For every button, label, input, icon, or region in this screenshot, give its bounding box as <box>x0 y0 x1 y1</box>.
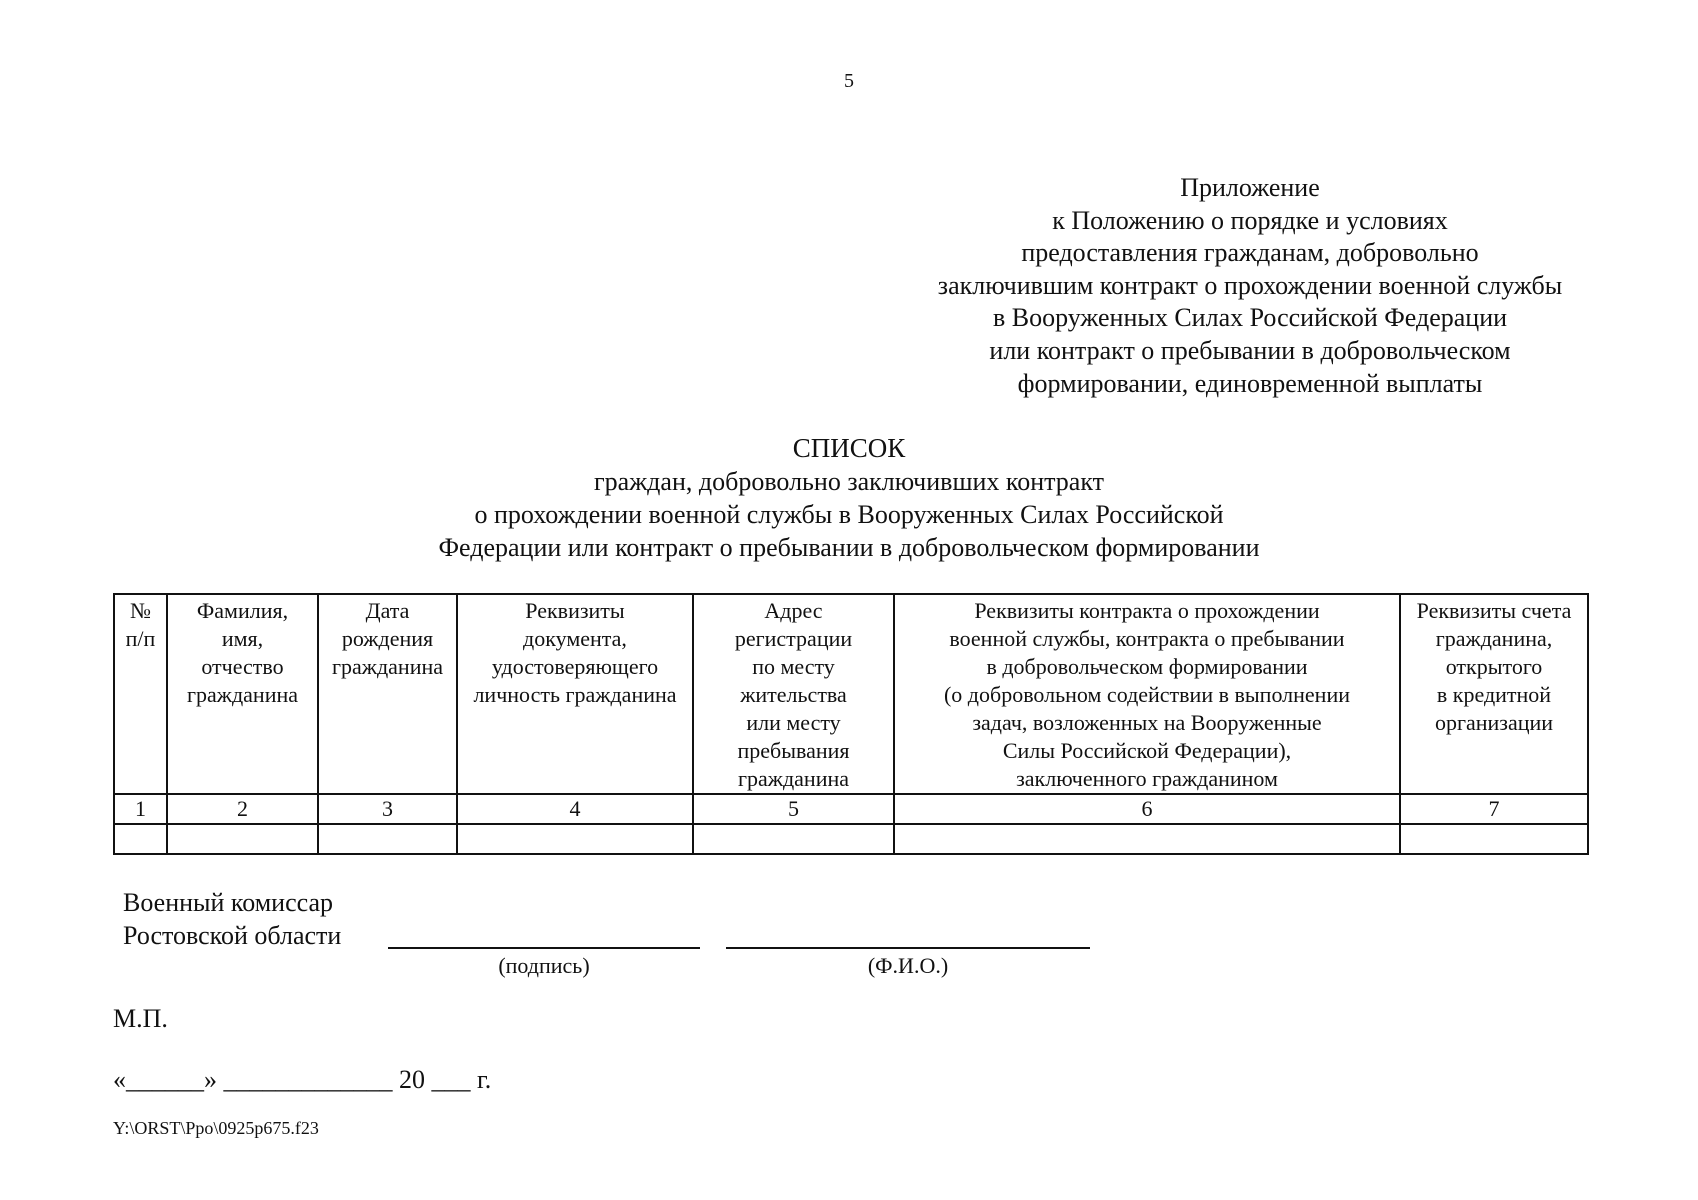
signatory-title-line: Ростовской области <box>123 920 342 950</box>
header-cell-bank-account: Реквизиты счета гражданина, открытого в кредитной организации <box>1400 594 1588 794</box>
header-cell-number: № п/п <box>114 594 167 794</box>
column-number: 2 <box>167 794 318 824</box>
list-subtitle-line: о прохождении военной службы в Вооруженных Силах Российской <box>474 500 1224 529</box>
table-cell <box>457 824 693 854</box>
table-cell <box>167 824 318 854</box>
table-cell <box>894 824 1400 854</box>
table-header-row <box>114 594 1588 794</box>
citizens-table <box>113 593 1589 855</box>
header-cell-birth-date: Дата рождения гражданина <box>318 594 457 794</box>
appendix-line: формировании, единовременной выплаты <box>1017 368 1483 398</box>
appendix-line: к Положению о порядке и условиях <box>1052 205 1448 235</box>
column-number: 3 <box>318 794 457 824</box>
table-row <box>114 824 1588 854</box>
header-cell-address: Адрес регистрации по месту жительства или месту пребывания гражданина <box>693 594 894 794</box>
column-number: 7 <box>1400 794 1588 824</box>
table-cell <box>693 824 894 854</box>
header-cell-contract: Реквизиты контракта о прохождении военной службы, контракта о пребывании в добровольческом формировании (о добровольном содействии в выполнении задач, возложенных на Вооруженные Силы Российской Федерации), заключенного гражданином <box>894 594 1400 794</box>
file-path: Y:\ORST\Ppo\0925p675.f23 <box>113 1118 319 1138</box>
name-caption: (Ф.И.О.) <box>867 953 949 978</box>
signatory-title-line: Военный комиссар <box>123 888 334 917</box>
table-cell <box>114 824 167 854</box>
column-number: 6 <box>894 794 1400 824</box>
name-line <box>726 947 1090 949</box>
appendix-line: заключившим контракт о прохождении военной службы <box>937 270 1563 300</box>
header-cell-id-document: Реквизиты документа, удостоверяющего личность гражданина <box>457 594 693 794</box>
signature-line <box>388 947 700 949</box>
appendix-line: Приложение <box>1180 173 1320 202</box>
table-cell <box>1400 824 1588 854</box>
column-number: 5 <box>693 794 894 824</box>
list-title: СПИСОК <box>792 433 906 463</box>
column-number: 4 <box>457 794 693 824</box>
appendix-line: предоставления гражданам, добровольно <box>1021 238 1479 268</box>
list-subtitle-line: граждан, добровольно заключивших контракт <box>594 467 1104 496</box>
signature-caption: (подпись) <box>498 953 590 978</box>
page-number: 5 <box>844 70 854 92</box>
table-column-numbers-row <box>114 794 1588 824</box>
appendix-block <box>900 172 1600 400</box>
seal-placeholder: М.П. <box>113 1004 168 1033</box>
date-line: «______» _____________ 20 ___ г. <box>113 1065 492 1094</box>
appendix-line: или контракт о пребывании в добровольческом <box>989 335 1511 365</box>
signatory-title <box>123 887 341 952</box>
list-subtitle-line: Федерации или контракт о пребывании в добровольческом формировании <box>438 533 1260 562</box>
table-cell <box>318 824 457 854</box>
list-heading <box>0 432 1698 564</box>
column-number: 1 <box>114 794 167 824</box>
appendix-line: в Вооруженных Силах Российской Федерации <box>992 303 1508 333</box>
header-cell-full-name: Фамилия, имя, отчество гражданина <box>167 594 318 794</box>
